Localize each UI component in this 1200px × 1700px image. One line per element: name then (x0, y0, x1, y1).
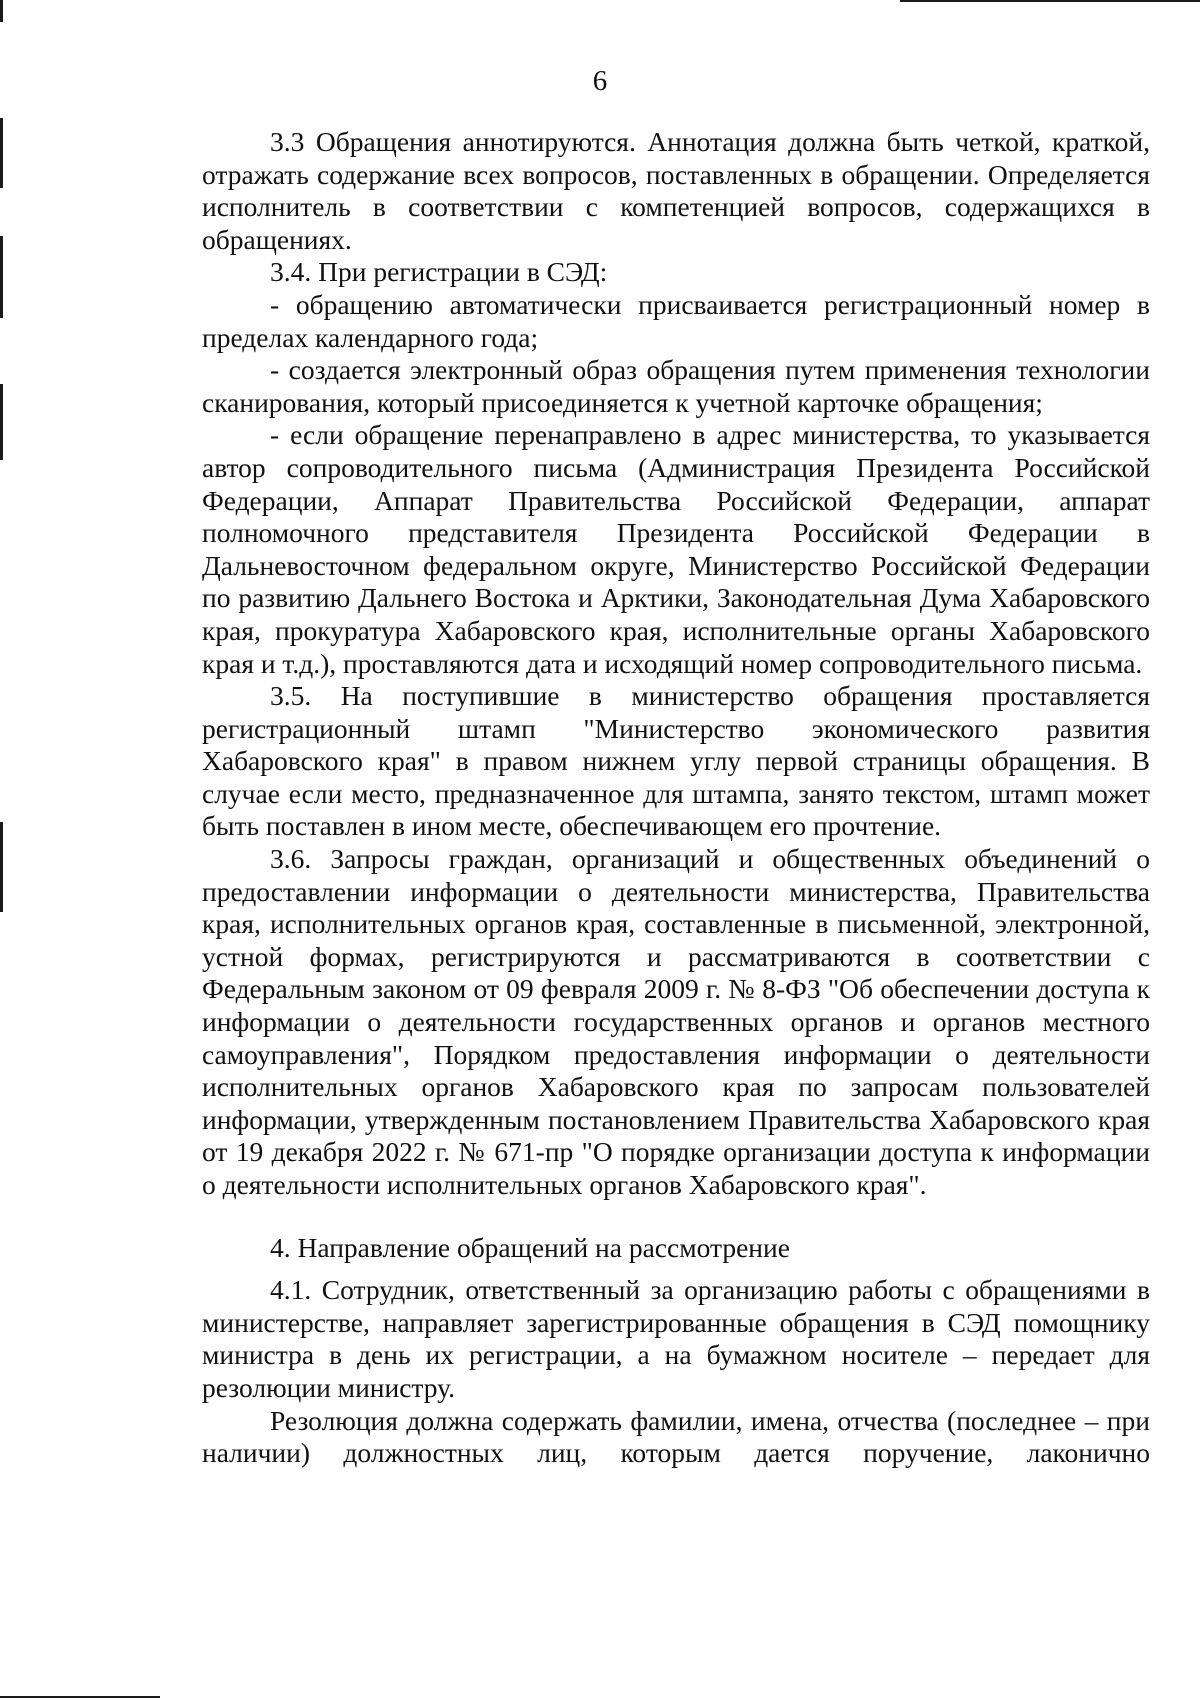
document-body (202, 126, 1150, 1470)
page-number: 6 (592, 65, 608, 97)
scan-edge-mark (0, 384, 3, 460)
paragraph-4-1: 4.1. Сотрудник, ответственный за организацию работы с обращениями в министерстве, направляет зарегистрированные обращения в СЭД помощнику министра в день их регистрации, а на бумажном носителе – передает для резолюции министру. (202, 1274, 1150, 1403)
paragraph-3-6: 3.6. Запросы граждан, организаций и общественных объединений о предоставлении информации о деятельности министерства, Правительства края, исполнительных органов края, составленные в письменной, электронной, устной формах, регистрируются и рассматриваются в соответствии с Федеральным законом от 09 февраля 2009 г. № 8-ФЗ "Об обеспечении доступа к информации о деятельности государственных органов и органов местного самоуправления", Порядком предоставления информации о деятельности исполнительных органов Хабаровского края по запросам пользователей информации, утвержденным постановлением Правительства Хабаровского края от 19 декабря 2022 г. № 671-пр "О порядке организации доступа к информации о деятельности исполнительных органов Хабаровского края". (202, 843, 1150, 1200)
scan-edge-mark (900, 0, 1200, 2)
scan-edge-mark (0, 236, 3, 318)
paragraph-3-5: 3.5. На поступившие в министерство обращения проставляется регистрационный штамп "Министерство экономического развития Хабаровского края" в правом нижнем углу первой страницы обращения. В случае если место, предназначенное для штампа, занято текстом, штамп может быть поставлен в ином месте, обеспечивающем его прочтение. (202, 680, 1150, 842)
scan-edge-mark (0, 118, 3, 188)
section-heading-4: 4. Направление обращений на рассмотрение (270, 1231, 790, 1263)
paragraph-3-4-item-a: - обращению автоматически присваивается регистрационный номер в пределах календарного года; (202, 288, 1150, 353)
paragraph-3-4-item-c: - если обращение перенаправлено в адрес министерства, то указывается автор сопроводительного письма (Администрация Президента Российской Федерации, Аппарат Правительства Российской Федерации, аппарат полномочного представителя Президента Российской Федерации в Дальневосточном федеральном округе, Министерство Российской Федерации по развитию Дальнего Востока и Арктики, Законодательная Дума Хабаровского края, прокуратура Хабаровского края, исполнительные органы Хабаровского края и т.д.), проставляются дата и исходящий номер сопроводительного письма. (202, 419, 1150, 679)
scan-edge-mark (0, 822, 3, 912)
paragraph-3-4: 3.4. При регистрации в СЭД: (270, 256, 608, 288)
paragraph-3-4-item-b: - создается электронный образ обращения путем применения технологии сканирования, который присоединяется к учетной карточке обращения; (202, 354, 1150, 418)
scan-edge-mark (0, 1696, 160, 1698)
scan-edge-mark (0, 0, 3, 22)
paragraph-3-3: 3.3 Обращения аннотируются. Аннотация должна быть четкой, краткой, отражать содержание всех вопросов, поставленных в обращении. Определяется исполнитель в соответствии с компетенцией вопросов, содержащихся в обращениях. (202, 126, 1150, 255)
paragraph-resolution: Резолюция должна содержать фамилии, имена, отчества (последнее – при наличии) должностных лиц, которым дается поручение, лаконично (202, 1404, 1150, 1469)
